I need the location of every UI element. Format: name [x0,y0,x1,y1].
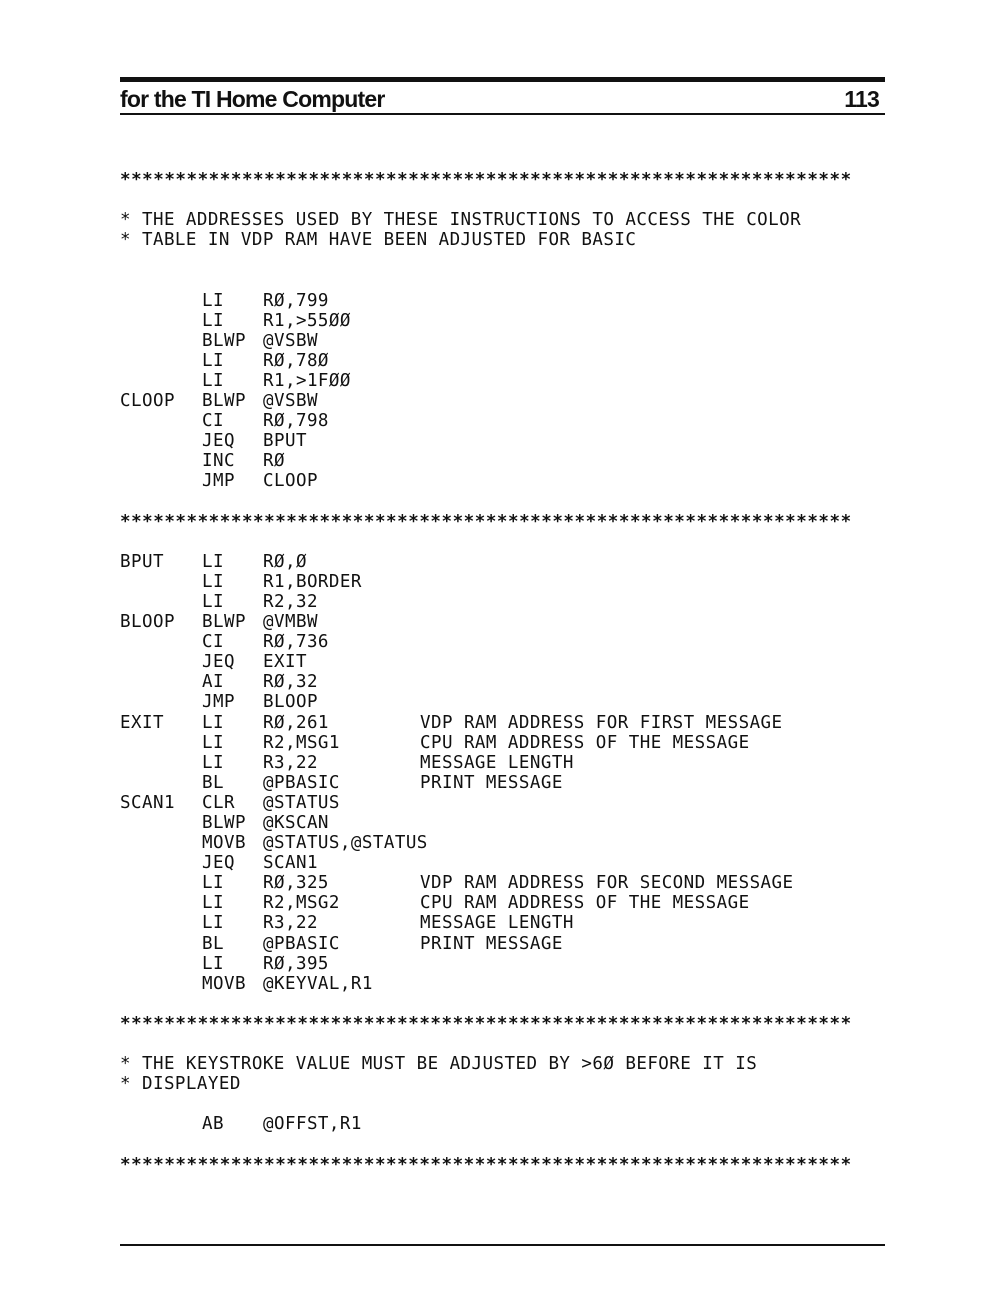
code-line [120,1114,900,1134]
code-line [120,934,900,954]
code-label: BLOOP [120,612,175,633]
code-operand: RØ,78Ø [263,350,329,371]
running-head [120,86,885,114]
blank-line [120,270,900,290]
code-operand: R2,32 [263,591,318,612]
code-operand: @STATUS [263,792,340,813]
code-opcode: CI [202,632,224,653]
code-line [120,974,900,994]
code-operand: R2,MSG1 [263,732,340,753]
blank-line [120,1094,900,1114]
comment-line: * TABLE IN VDP RAM HAVE BEEN ADJUSTED FOR BASIC [120,230,637,251]
page-number: 113 [844,86,879,112]
code-label: SCAN1 [120,792,175,813]
code-opcode: LI [202,571,224,592]
blank-line [120,190,900,210]
code-line [120,713,900,733]
code-line [120,733,900,753]
code-line [120,291,900,311]
code-opcode: JMP [202,471,235,492]
running-head-title: for the TI Home Computer [120,86,385,112]
code-comment: CPU RAM ADDRESS OF THE MESSAGE [420,893,750,914]
separator-line: ****************************************************************** [120,1013,852,1034]
code-line [120,431,900,451]
comment-line: * THE ADDRESSES USED BY THESE INSTRUCTIONS TO ACCESS THE COLOR [120,210,802,231]
code-operand: @KSCAN [263,813,329,833]
code-opcode: CI [202,411,224,432]
code-opcode: LI [202,913,224,934]
separator-line: ****************************************************************** [120,511,852,532]
code-line [120,351,900,371]
code-operand: R3,22 [263,913,318,934]
code-line [120,753,900,773]
blank-line [120,994,900,1014]
code-comment: MESSAGE LENGTH [420,913,574,934]
blank-line [120,492,900,512]
code-operand: RØ,325 [263,873,329,894]
code-operand: @VMBW [263,612,318,633]
code-operand: RØ [263,451,285,472]
code-label: BPUT [120,551,164,572]
code-line [120,833,900,853]
code-label: CLOOP [120,391,175,412]
code-line [120,592,900,612]
code-line [120,873,900,893]
code-opcode: LI [202,893,224,914]
code-opcode: BLWP [202,330,246,351]
code-line [120,773,900,793]
assembly-listing [120,170,900,1175]
separator-line: ****************************************************************** [120,1154,852,1175]
code-operand: R2,MSG2 [263,893,340,914]
code-operand: RØ,32 [263,672,318,693]
header-rule-top [120,77,885,82]
code-opcode: LI [202,310,224,331]
code-opcode: LI [202,712,224,733]
blank-line [120,1135,900,1155]
code-operand: @STATUS,@STATUS [263,833,428,854]
code-opcode: LI [202,591,224,612]
code-operand: R1,BORDER [263,571,362,592]
code-operand: RØ,798 [263,411,329,432]
code-operand: BLOOP [263,692,318,713]
code-operand: RØ,736 [263,632,329,653]
code-line [120,853,900,873]
code-operand: RØ,395 [263,953,329,974]
code-opcode: JEQ [202,853,235,874]
code-line [120,552,900,572]
code-operand: RØ,799 [263,290,329,311]
code-opcode: MOVB [202,833,246,854]
header-rule-bottom [120,113,885,115]
code-line [120,893,900,913]
code-opcode: CLR [202,792,235,813]
code-opcode: BLWP [202,391,246,412]
code-operand: @KEYVAL,R1 [263,973,373,994]
blank-line [120,250,900,270]
code-line [120,471,900,491]
code-comment: CPU RAM ADDRESS OF THE MESSAGE [420,732,750,753]
code-operand: CLOOP [263,471,318,492]
code-line [120,813,900,833]
code-opcode: LI [202,953,224,974]
code-opcode: LI [202,752,224,773]
footer-rule [120,1244,885,1246]
code-line [120,391,900,411]
code-operand: RØ,Ø [263,551,307,572]
code-operand: @OFFST,R1 [263,1114,362,1135]
code-operand: @VSBW [263,391,318,412]
code-comment: VDP RAM ADDRESS FOR SECOND MESSAGE [420,873,794,894]
code-comment: MESSAGE LENGTH [420,752,574,773]
code-line [120,672,900,692]
code-opcode: AI [202,672,224,693]
code-operand: R1,>1FØØ [263,370,351,391]
code-opcode: BL [202,772,224,793]
code-line [120,652,900,672]
code-opcode: INC [202,451,235,472]
code-line [120,612,900,632]
code-line [120,793,900,813]
code-operand: @VSBW [263,330,318,351]
code-line [120,913,900,933]
code-opcode: LI [202,290,224,311]
code-line [120,451,900,471]
code-opcode: AB [202,1114,224,1135]
code-line [120,311,900,331]
code-line [120,331,900,351]
code-line [120,692,900,712]
code-line [120,572,900,592]
code-line [120,632,900,652]
code-operand: R3,22 [263,752,318,773]
code-opcode: MOVB [202,973,246,994]
code-line [120,954,900,974]
code-opcode: JMP [202,692,235,713]
code-line [120,371,900,391]
code-operand: SCAN1 [263,853,318,874]
code-line [120,411,900,431]
code-opcode: LI [202,551,224,572]
code-label: EXIT [120,712,164,733]
code-comment: VDP RAM ADDRESS FOR FIRST MESSAGE [420,712,783,733]
code-operand: RØ,261 [263,712,329,733]
code-opcode: JEQ [202,652,235,673]
code-opcode: LI [202,370,224,391]
comment-line: * THE KEYSTROKE VALUE MUST BE ADJUSTED BY >6Ø BEFORE IT IS [120,1054,758,1075]
blank-line [120,532,900,552]
code-comment: PRINT MESSAGE [420,933,563,954]
code-opcode: BLWP [202,612,246,633]
code-opcode: LI [202,350,224,371]
code-opcode: JEQ [202,431,235,452]
blank-line [120,1034,900,1054]
code-opcode: BL [202,933,224,954]
code-operand: BPUT [263,431,307,452]
code-operand: R1,>55ØØ [263,310,351,331]
code-operand: @PBASIC [263,772,340,793]
code-operand: EXIT [263,652,307,673]
separator-line: ****************************************************************** [120,170,852,190]
comment-line: * DISPLAYED [120,1074,241,1095]
code-opcode: LI [202,873,224,894]
code-operand: @PBASIC [263,933,340,954]
code-opcode: LI [202,732,224,753]
code-opcode: BLWP [202,813,246,833]
code-comment: PRINT MESSAGE [420,772,563,793]
